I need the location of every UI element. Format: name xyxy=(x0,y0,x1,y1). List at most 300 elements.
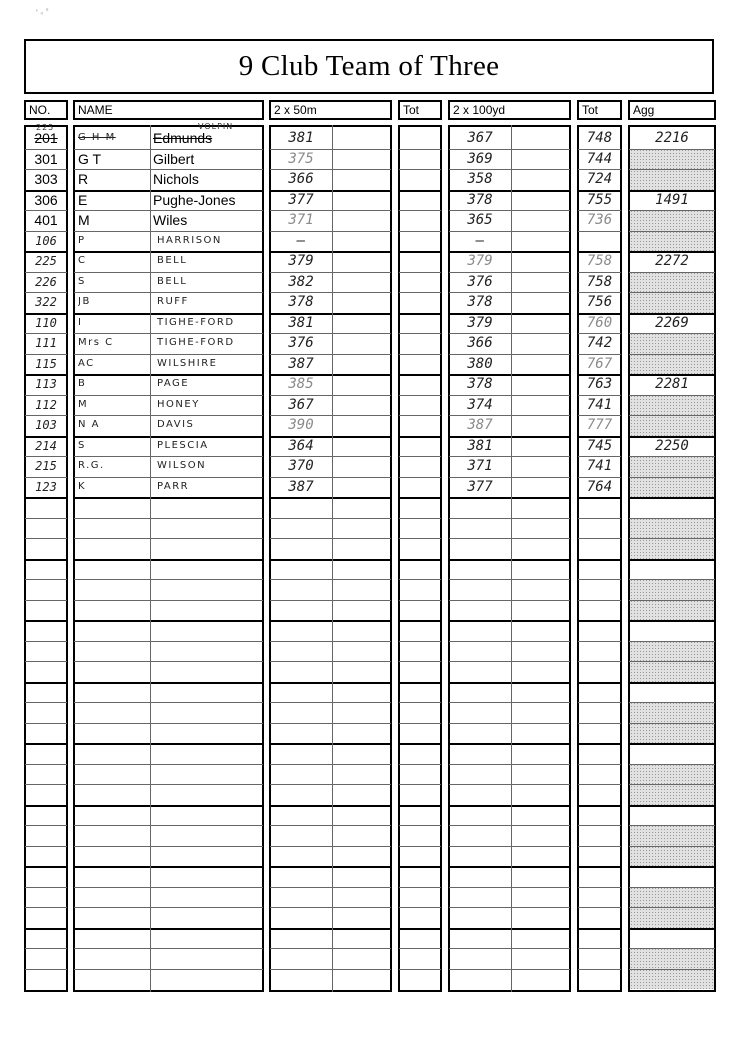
row-score-2x100yd: 379 xyxy=(467,315,493,331)
row-rule xyxy=(449,948,570,949)
row-rule xyxy=(629,231,715,232)
row-rule xyxy=(25,641,67,642)
row-rule xyxy=(399,415,441,416)
row-rule xyxy=(449,866,570,868)
row-rule xyxy=(449,620,570,622)
row-rule xyxy=(399,538,441,539)
row-rule xyxy=(399,292,441,293)
row-number: 306 xyxy=(34,192,58,208)
row-total: 758 xyxy=(586,274,613,290)
row-rule xyxy=(629,866,715,868)
row-score-2x50m: 367 xyxy=(288,397,314,413)
row-total: 758 xyxy=(586,253,613,269)
row-rule xyxy=(74,784,263,785)
row-surname: Nichols xyxy=(153,171,199,187)
row-number: 111 xyxy=(35,336,57,350)
row-rule xyxy=(399,190,441,192)
row-rule xyxy=(449,702,570,703)
row-rule xyxy=(74,764,263,765)
row-rule xyxy=(449,764,570,765)
row-rule xyxy=(629,784,715,785)
row-rule xyxy=(629,333,715,334)
row-surname: Pughe-Jones xyxy=(153,192,236,208)
row-total: 777 xyxy=(586,417,613,433)
row-score-2x50m: 381 xyxy=(288,130,314,146)
row-total: 748 xyxy=(586,130,613,146)
row-number: 214 xyxy=(35,439,57,453)
row-initials: R xyxy=(78,171,89,187)
row-score-2x50m: 390 xyxy=(288,417,314,433)
row-initials: R.G. xyxy=(78,460,105,471)
row-rule xyxy=(578,743,621,745)
row-rule xyxy=(399,395,441,396)
row-rule xyxy=(399,846,441,847)
row-rule xyxy=(449,600,570,601)
row-number: 123 xyxy=(35,480,57,494)
row-rule xyxy=(449,784,570,785)
row-rule xyxy=(629,579,715,580)
row-rule xyxy=(449,723,570,724)
row-rule xyxy=(629,846,715,847)
row-number: 113 xyxy=(35,377,57,391)
column-divider xyxy=(150,125,151,992)
row-rule xyxy=(629,538,715,539)
row-rule xyxy=(578,682,621,684)
row-rule xyxy=(25,538,67,539)
row-rule xyxy=(270,518,391,519)
row-rule xyxy=(74,887,263,888)
row-aggregate: 2272 xyxy=(655,253,689,269)
row-rule xyxy=(578,600,621,601)
row-score-2x100yd: 371 xyxy=(467,458,493,474)
row-aggregate: 2250 xyxy=(655,438,689,454)
row-surname: PAGE xyxy=(157,378,190,389)
row-rule xyxy=(629,928,715,930)
row-rule xyxy=(449,497,570,499)
row-rule xyxy=(399,805,441,807)
corner-mark: ' ◦ ˚ xyxy=(36,8,49,18)
row-score-2x50m: 387 xyxy=(288,356,314,372)
row-rule xyxy=(74,969,263,970)
page-title: 9 Club Team of Three xyxy=(24,39,714,94)
row-rule xyxy=(270,866,391,868)
row-total: 741 xyxy=(586,458,613,474)
row-rule xyxy=(578,497,621,499)
row-rule xyxy=(449,661,570,662)
row-score-2x100yd: — xyxy=(475,233,485,249)
row-rule xyxy=(25,702,67,703)
row-rule xyxy=(399,497,441,499)
row-initials: S xyxy=(78,276,86,287)
row-rule xyxy=(25,846,67,847)
row-initials: P xyxy=(78,235,86,246)
row-total: 760 xyxy=(586,315,613,331)
row-total: 764 xyxy=(586,479,613,495)
row-rule xyxy=(449,846,570,847)
row-rule xyxy=(629,292,715,293)
row-rule xyxy=(629,969,715,970)
row-rule xyxy=(25,579,67,580)
row-rule xyxy=(25,784,67,785)
row-initials: N A xyxy=(78,419,100,430)
row-rule xyxy=(25,661,67,662)
row-rule xyxy=(629,354,715,355)
row-rule xyxy=(25,518,67,519)
row-rule xyxy=(270,600,391,601)
row-rule xyxy=(449,641,570,642)
row-score-2x50m: 381 xyxy=(288,315,314,331)
row-total xyxy=(579,231,620,251)
row-surname: HONEY xyxy=(157,399,200,410)
row-rule xyxy=(74,723,263,724)
row-rule xyxy=(449,538,570,539)
row-rule xyxy=(629,887,715,888)
row-surname: HARRISON xyxy=(157,235,222,246)
row-rule xyxy=(629,559,715,561)
row-number: 110 xyxy=(35,316,57,330)
row-total: 755 xyxy=(586,192,613,208)
header-no: NO. xyxy=(24,100,68,120)
row-score-2x100yd: 365 xyxy=(467,212,493,228)
row-rule xyxy=(449,907,570,908)
row-rule xyxy=(74,928,263,930)
header-agg: Agg xyxy=(628,100,716,120)
row-rule xyxy=(399,251,441,253)
row-surname: TIGHE-FORD xyxy=(157,337,235,348)
row-rule xyxy=(25,805,67,807)
row-rule xyxy=(629,518,715,519)
row-rule xyxy=(399,887,441,888)
row-score-2x50m: 366 xyxy=(288,171,314,187)
row-rule xyxy=(399,210,441,211)
row-rule xyxy=(25,764,67,765)
row-rule xyxy=(578,948,621,949)
row-rule xyxy=(578,702,621,703)
row-surname: BELL xyxy=(157,255,188,266)
row-initials: M xyxy=(78,212,90,228)
row-rule xyxy=(578,969,621,970)
row-rule xyxy=(25,948,67,949)
row-rule xyxy=(578,723,621,724)
row-rule xyxy=(25,723,67,724)
row-rule xyxy=(399,702,441,703)
row-rule xyxy=(74,805,263,807)
row-rule xyxy=(74,579,263,580)
row-rule xyxy=(449,928,570,930)
row-rule xyxy=(399,784,441,785)
row-rule xyxy=(578,825,621,826)
row-rule xyxy=(74,907,263,908)
row-score-2x50m: 377 xyxy=(288,192,314,208)
row-rule xyxy=(270,907,391,908)
row-rule xyxy=(25,743,67,745)
header-2x100yd: 2 x 100yd xyxy=(448,100,571,120)
row-surname: Edmunds xyxy=(153,130,213,146)
row-total: 724 xyxy=(586,171,613,187)
row-rule xyxy=(399,948,441,949)
row-score-2x100yd: 380 xyxy=(467,356,493,372)
row-rule xyxy=(270,702,391,703)
row-rule xyxy=(629,764,715,765)
row-rule xyxy=(578,784,621,785)
row-rule xyxy=(399,743,441,745)
row-rule xyxy=(578,661,621,662)
row-rule xyxy=(399,518,441,519)
row-number: 103 xyxy=(35,418,57,432)
row-total: 756 xyxy=(586,294,613,310)
row-rule xyxy=(399,907,441,908)
row-rule xyxy=(629,723,715,724)
row-rule xyxy=(399,928,441,930)
row-rule xyxy=(399,374,441,376)
row-rule xyxy=(578,866,621,868)
row-rule xyxy=(629,641,715,642)
row-rule xyxy=(399,682,441,684)
row-rule xyxy=(629,272,715,273)
row-rule xyxy=(399,866,441,868)
row-rule xyxy=(578,538,621,539)
row-score-2x100yd: 374 xyxy=(467,397,493,413)
row-rule xyxy=(74,620,263,622)
row-rule xyxy=(449,825,570,826)
row-rule xyxy=(629,702,715,703)
row-score-2x100yd: 387 xyxy=(467,417,493,433)
row-rule xyxy=(74,846,263,847)
row-aggregate: 2281 xyxy=(655,376,689,392)
row-rule xyxy=(399,661,441,662)
row-rule xyxy=(629,456,715,457)
row-score-2x100yd: 381 xyxy=(467,438,493,454)
row-total: 742 xyxy=(586,335,613,351)
row-rule xyxy=(74,538,263,539)
row-rule xyxy=(629,395,715,396)
row-surname: Gilbert xyxy=(153,151,195,167)
row-score-2x50m: — xyxy=(296,233,306,249)
row-rule xyxy=(270,887,391,888)
row-rule xyxy=(270,579,391,580)
row-number: 115 xyxy=(35,357,57,371)
row-rule xyxy=(449,682,570,684)
row-surname: DAVIS xyxy=(157,419,195,430)
row-rule xyxy=(629,415,715,416)
row-number: 322 xyxy=(35,295,57,309)
row-initials: C xyxy=(78,255,87,266)
row-rule xyxy=(270,805,391,807)
row-rule xyxy=(270,559,391,561)
row-rule xyxy=(578,928,621,930)
row-rule xyxy=(399,764,441,765)
column-divider xyxy=(332,125,333,992)
row-rule xyxy=(270,846,391,847)
row-rule xyxy=(270,764,391,765)
row-number: 226 xyxy=(35,275,57,289)
row-rule xyxy=(399,169,441,170)
row-rule xyxy=(578,805,621,807)
struck-number-note: 225 xyxy=(36,123,55,132)
row-aggregate: 2216 xyxy=(655,130,689,146)
row-score-2x50m: 379 xyxy=(288,253,314,269)
row-rule xyxy=(74,948,263,949)
row-rule xyxy=(74,682,263,684)
row-rule xyxy=(74,641,263,642)
row-score-2x100yd: 366 xyxy=(467,335,493,351)
row-score-2x100yd: 367 xyxy=(467,130,493,146)
row-rule xyxy=(399,354,441,355)
row-surname: BELL xyxy=(157,276,188,287)
row-rule xyxy=(629,907,715,908)
row-score-2x50m: 364 xyxy=(288,438,314,454)
row-rule xyxy=(25,682,67,684)
row-rule xyxy=(399,723,441,724)
row-rule xyxy=(399,579,441,580)
row-rule xyxy=(74,702,263,703)
row-score-2x100yd: 369 xyxy=(467,151,493,167)
row-score-2x50m: 382 xyxy=(288,274,314,290)
row-rule xyxy=(25,559,67,561)
row-rule xyxy=(270,948,391,949)
row-number: 215 xyxy=(35,459,57,473)
row-rule xyxy=(629,743,715,745)
header-tot-50: Tot xyxy=(398,100,442,120)
row-rule xyxy=(399,600,441,601)
row-rule xyxy=(629,149,715,150)
row-rule xyxy=(399,149,441,150)
row-number: 225 xyxy=(35,254,57,268)
row-initials: M xyxy=(78,399,89,410)
header-2x50m: 2 x 50m xyxy=(269,100,392,120)
row-number: 112 xyxy=(35,398,57,412)
column-divider xyxy=(511,125,512,992)
row-score-2x100yd: 377 xyxy=(467,479,493,495)
row-total: 736 xyxy=(586,212,613,228)
row-rule xyxy=(270,928,391,930)
row-rule xyxy=(270,538,391,539)
row-rule xyxy=(25,907,67,908)
row-rule xyxy=(399,825,441,826)
row-total: 767 xyxy=(586,356,613,372)
row-rule xyxy=(270,743,391,745)
row-score-2x100yd: 378 xyxy=(467,192,493,208)
row-rule xyxy=(449,579,570,580)
row-rule xyxy=(270,682,391,684)
row-rule xyxy=(270,784,391,785)
row-initials: AC xyxy=(78,358,95,369)
row-rule xyxy=(578,641,621,642)
row-rule xyxy=(629,805,715,807)
row-rule xyxy=(399,313,441,315)
row-rule xyxy=(25,825,67,826)
row-score-2x50m: 376 xyxy=(288,335,314,351)
row-rule xyxy=(270,661,391,662)
row-rule xyxy=(270,497,391,499)
row-initials: K xyxy=(78,481,87,492)
row-score-2x50m: 375 xyxy=(288,151,314,167)
row-initials: JB xyxy=(78,296,91,307)
row-surname: TIGHE-FORD xyxy=(157,317,235,328)
row-rule xyxy=(578,579,621,580)
row-score-2x100yd: 358 xyxy=(467,171,493,187)
row-initials: E xyxy=(78,192,88,208)
row-rule xyxy=(399,477,441,478)
row-rule xyxy=(629,682,715,684)
row-rule xyxy=(629,477,715,478)
row-rule xyxy=(578,907,621,908)
row-rule xyxy=(74,743,263,745)
row-surname: RUFF xyxy=(157,296,189,307)
row-rule xyxy=(74,866,263,868)
row-number: 301 xyxy=(34,151,58,167)
row-rule xyxy=(449,887,570,888)
row-rule xyxy=(629,661,715,662)
row-rule xyxy=(629,210,715,211)
row-rule xyxy=(25,887,67,888)
row-aggregate: 1491 xyxy=(655,192,689,208)
row-surname: PLESCIA xyxy=(157,440,209,451)
row-rule xyxy=(74,559,263,561)
row-number: 401 xyxy=(34,212,58,228)
row-rule xyxy=(74,600,263,601)
row-total: 763 xyxy=(586,376,613,392)
row-rule xyxy=(25,497,67,499)
row-rule xyxy=(399,333,441,334)
row-rule xyxy=(578,764,621,765)
row-rule xyxy=(399,969,441,970)
row-rule xyxy=(25,969,67,970)
row-total: 741 xyxy=(586,397,613,413)
row-initials: B xyxy=(78,378,87,389)
row-rule xyxy=(629,497,715,499)
row-rule xyxy=(399,456,441,457)
row-rule xyxy=(629,825,715,826)
row-aggregate: 2269 xyxy=(655,315,689,331)
row-total: 744 xyxy=(586,151,613,167)
row-initials: G H M xyxy=(78,132,116,143)
row-number: 201 xyxy=(34,130,58,146)
row-score-2x50m: 371 xyxy=(288,212,314,228)
row-rule xyxy=(399,436,441,438)
row-rule xyxy=(270,620,391,622)
row-surname: PARR xyxy=(157,481,190,492)
row-rule xyxy=(74,518,263,519)
row-rule xyxy=(74,825,263,826)
row-score-2x100yd: 378 xyxy=(467,376,493,392)
row-rule xyxy=(25,600,67,601)
row-rule xyxy=(270,969,391,970)
row-rule xyxy=(449,518,570,519)
row-rule xyxy=(629,948,715,949)
row-rule xyxy=(629,600,715,601)
row-surname: WILSHIRE xyxy=(157,358,218,369)
row-initials: S xyxy=(78,440,86,451)
header-name: NAME xyxy=(73,100,264,120)
row-rule xyxy=(399,559,441,561)
row-rule xyxy=(270,641,391,642)
row-rule xyxy=(270,723,391,724)
row-rule xyxy=(629,169,715,170)
row-rule xyxy=(399,272,441,273)
row-number: 106 xyxy=(35,234,57,248)
row-number: 303 xyxy=(34,171,58,187)
row-rule xyxy=(270,825,391,826)
row-initials: Mrs C xyxy=(78,337,114,348)
row-rule xyxy=(74,661,263,662)
row-rule xyxy=(399,231,441,232)
row-score-2x100yd: 378 xyxy=(467,294,493,310)
row-rule xyxy=(578,846,621,847)
row-rule xyxy=(399,620,441,622)
row-rule xyxy=(578,887,621,888)
row-score-2x100yd: 376 xyxy=(467,274,493,290)
